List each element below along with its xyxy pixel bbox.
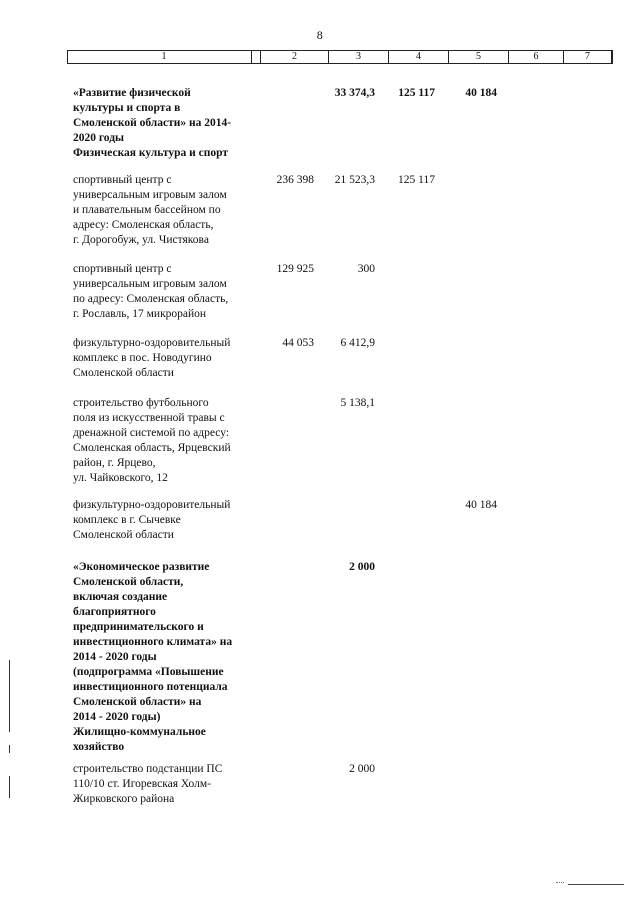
entry-value-col3: 6 412,9 bbox=[340, 337, 375, 349]
header-cell-5: 5 bbox=[449, 51, 509, 63]
footer-rule bbox=[568, 884, 624, 885]
entry-name: «Экономическое развитие Смоленской области, включая создание благоприятного предпринимательского и инвестиционного климата» на 2014 - 2020 годы (подпрограмма «Повышение инвестиционного потенциала Смоленской области» на 2014 - 2020 годы) Жилищно-коммунальное хозяйство bbox=[73, 561, 233, 753]
header-cell-7: 7 bbox=[564, 51, 612, 63]
table-header-row bbox=[67, 50, 613, 64]
entry-value-col5: 40 184 bbox=[465, 87, 497, 99]
footer-dots bbox=[556, 882, 564, 884]
entry-value-col3: 2 000 bbox=[349, 561, 375, 573]
entry-value-col2: 44 053 bbox=[282, 337, 314, 349]
scan-margin-mark bbox=[9, 745, 10, 753]
header-divider-mark bbox=[251, 51, 252, 63]
entry-value-col3: 300 bbox=[357, 263, 375, 275]
entry-value-col3: 21 523,3 bbox=[334, 174, 375, 186]
entry-value-col3: 33 374,3 bbox=[334, 87, 375, 99]
entry-value-col5: 40 184 bbox=[465, 499, 497, 511]
entry-value-col4: 125 117 bbox=[398, 174, 435, 186]
header-cell-1: 1 bbox=[68, 51, 261, 63]
entry-value-col3: 5 138,1 bbox=[340, 397, 375, 409]
entry-name: спортивный центр с универсальным игровым залом по адресу: Смоленская область, г. Рославль, 17 микрорайон bbox=[73, 263, 229, 320]
scan-margin-mark bbox=[9, 776, 10, 798]
entry-name: спортивный центр с универсальным игровым залом и плавательным бассейном по адресу: Смоленская область, г. Дорогобуж, ул. Чистякова bbox=[73, 174, 227, 246]
page-number: 8 bbox=[316, 28, 324, 42]
entry-value-col4: 125 117 bbox=[398, 87, 435, 99]
header-cell-2: 2 bbox=[261, 51, 329, 63]
entry-value-col2: 236 398 bbox=[276, 174, 314, 186]
entry-name: строительство футбольного поля из искусственной травы с дренажной системой по адресу: Смоленская область, Ярцевский район, г. Ярцево, ул. Чайковского, 12 bbox=[73, 397, 231, 484]
entry-name: физкультурно-оздоровительный комплекс в г. Сычевке Смоленской области bbox=[73, 499, 231, 541]
header-cell-3: 3 bbox=[329, 51, 389, 63]
header-cell-6: 6 bbox=[509, 51, 564, 63]
entry-name: физкультурно-оздоровительный комплекс в пос. Новодугино Смоленской области bbox=[73, 337, 231, 379]
header-cell-4: 4 bbox=[389, 51, 449, 63]
entry-name: «Развитие физической культуры и спорта в Смоленской области» на 2014- 2020 годы Физическая культура и спорт bbox=[73, 87, 232, 159]
scan-margin-mark bbox=[9, 660, 10, 732]
entry-name: строительство подстанции ПС 110/10 ст. Игоревская Холм- Жирковского района bbox=[73, 763, 223, 805]
entry-value-col3: 2 000 bbox=[349, 763, 375, 775]
entry-value-col2: 129 925 bbox=[276, 263, 314, 275]
